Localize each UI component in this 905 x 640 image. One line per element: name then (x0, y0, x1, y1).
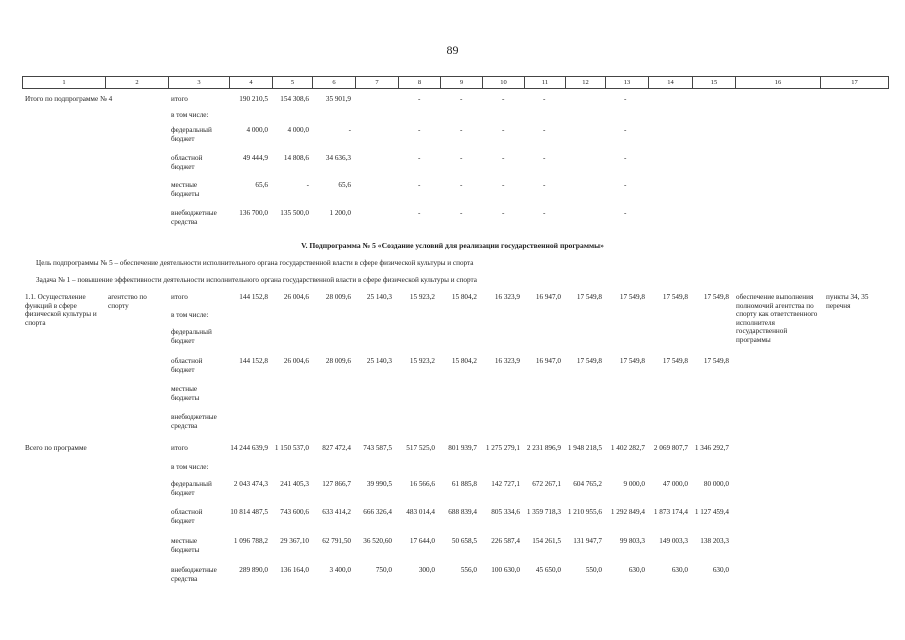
total-value: 801 939,7 (448, 444, 477, 452)
total-row-label: местные бюджеты (171, 537, 200, 554)
sub5-value: 16 323,9 (494, 357, 520, 365)
total-value: 630,0 (628, 566, 645, 574)
total-value: 666 326,4 (363, 508, 392, 516)
sub5-executor: агентство по спорту (108, 293, 147, 310)
sub5-heading: V. Подпрограмма № 5 «Создание условий для реализации государственной программы» (301, 241, 604, 250)
sub4-value: 4 000,0 (246, 126, 268, 134)
sub4-dash: - (418, 95, 421, 103)
total-value: 1 346 292,7 (694, 444, 729, 452)
sub5-row-label: федеральный бюджет (171, 328, 212, 345)
total-value: 80 000,0 (703, 480, 729, 488)
column-number-11: 11 (524, 76, 565, 89)
sub5-value: 17 549,8 (662, 293, 688, 301)
total-value: 1 275 279,1 (485, 444, 520, 452)
sub5-value: 15 923,2 (409, 357, 435, 365)
total-value: 131 947,7 (573, 537, 602, 545)
sub5-value: 26 004,6 (283, 357, 309, 365)
total-value: 743 600,6 (280, 508, 309, 516)
total-row-label: областной бюджет (171, 508, 203, 525)
sub4-row-label: местные бюджеты (171, 181, 200, 198)
sub5-result: обеспечение выполнения полномочий агентства по спорту как ответственного исполнителя государственной программы (736, 293, 818, 344)
sub4-value: - (348, 126, 351, 134)
sub4-dash: - (460, 154, 463, 162)
sub4-row-label: федеральный бюджет (171, 126, 212, 143)
sub4-dash: - (624, 95, 627, 103)
column-number-2: 2 (105, 76, 168, 89)
total-value: 672 267,1 (532, 480, 561, 488)
total-value: 47 000,0 (662, 480, 688, 488)
sub5-task: Задача № 1 – повышение эффективности деятельности исполнительного органа государственной власти в сфере физической культуры и спорта (36, 276, 477, 284)
sub4-value: 1 200,0 (329, 209, 351, 217)
sub4-value: - (306, 181, 309, 189)
sub4-title: Итого по подпрограмме № 4 (25, 95, 113, 103)
sub4-dash: - (418, 154, 421, 162)
sub4-dash: - (502, 181, 505, 189)
total-title: Всего по программе (25, 444, 87, 452)
column-number-7: 7 (355, 76, 398, 89)
sub4-dash: - (502, 209, 505, 217)
sub4-dash: - (460, 181, 463, 189)
sub4-dash: - (543, 95, 546, 103)
column-number-15: 15 (692, 76, 735, 89)
total-value: 16 566,6 (409, 480, 435, 488)
sub5-value: 15 804,2 (451, 357, 477, 365)
total-value: 750,0 (375, 566, 392, 574)
sub4-row-label: итого (171, 95, 188, 103)
sub5-goal: Цель подпрограммы № 5 – обеспечение деятельности исполнительного органа государственной власти в сфере физической культуры и спорта (36, 259, 474, 267)
total-value: 149 003,3 (659, 537, 688, 545)
column-number-17: 17 (820, 76, 889, 89)
total-value: 827 472,4 (322, 444, 351, 452)
total-value: 10 814 487,5 (230, 508, 268, 516)
total-value: 1 127 459,4 (694, 508, 729, 516)
sub4-dash: - (460, 126, 463, 134)
sub4-value: 65,6 (255, 181, 268, 189)
sub4-value: 4 000,0 (287, 126, 309, 134)
total-value: 633 414,2 (322, 508, 351, 516)
sub5-ref: пункты 34, 35 перечня (826, 293, 869, 310)
sub4-dash: - (543, 209, 546, 217)
total-value: 61 885,8 (451, 480, 477, 488)
sub4-value: 65,6 (338, 181, 351, 189)
column-number-9: 9 (440, 76, 482, 89)
sub5-value: 144 152,8 (239, 357, 268, 365)
total-value: 300,0 (418, 566, 435, 574)
sub4-value: 154 308,6 (280, 95, 309, 103)
sub4-row-label: областной бюджет (171, 154, 203, 171)
total-row-label: внебюджетные средства (171, 566, 217, 583)
sub5-value: 17 549,8 (576, 293, 602, 301)
column-number-6: 6 (312, 76, 355, 89)
total-value: 550,0 (585, 566, 602, 574)
sub4-dash: - (460, 209, 463, 217)
total-value: 1 402 282,7 (610, 444, 645, 452)
sub5-value: 17 549,8 (619, 357, 645, 365)
column-number-14: 14 (648, 76, 692, 89)
sub5-value: 17 549,8 (662, 357, 688, 365)
column-number-5: 5 (272, 76, 312, 89)
total-row-label: в том числе: (171, 463, 209, 471)
total-value: 29 367,10 (280, 537, 309, 545)
total-value: 289 890,0 (239, 566, 268, 574)
sub4-dash: - (418, 181, 421, 189)
total-value: 483 014,4 (406, 508, 435, 516)
total-value: 138 203,3 (700, 537, 729, 545)
total-value: 1 948 218,5 (567, 444, 602, 452)
total-value: 1 873 174,4 (653, 508, 688, 516)
sub4-dash: - (502, 95, 505, 103)
sub4-value: 34 636,3 (325, 154, 351, 162)
sub5-value: 144 152,8 (239, 293, 268, 301)
total-value: 62 791,50 (322, 537, 351, 545)
sub5-value: 17 549,8 (703, 357, 729, 365)
sub5-value: 15 804,2 (451, 293, 477, 301)
total-value: 2 231 896,9 (526, 444, 561, 452)
total-value: 743 587,5 (363, 444, 392, 452)
sub4-dash: - (624, 126, 627, 134)
sub5-value: 17 549,8 (703, 293, 729, 301)
sub5-value: 25 140,3 (366, 357, 392, 365)
total-value: 226 587,4 (491, 537, 520, 545)
sub4-value: 49 444,9 (242, 154, 268, 162)
sub5-value: 26 004,6 (283, 293, 309, 301)
total-value: 100 630,0 (491, 566, 520, 574)
total-value: 1 150 537,0 (274, 444, 309, 452)
sub5-value: 17 549,8 (576, 357, 602, 365)
sub4-value: 35 901,9 (325, 95, 351, 103)
sub5-value: 16 947,0 (535, 293, 561, 301)
total-value: 1 359 718,3 (526, 508, 561, 516)
total-value: 127 866,7 (322, 480, 351, 488)
total-value: 9 000,0 (623, 480, 645, 488)
total-value: 39 990,5 (366, 480, 392, 488)
sub5-item-name: 1.1. Осуществление функций в сфере физической культуры и спорта (25, 293, 97, 327)
total-row-label: федеральный бюджет (171, 480, 212, 497)
column-number-13: 13 (605, 76, 648, 89)
sub4-value: 14 808,6 (283, 154, 309, 162)
total-value: 142 727,1 (491, 480, 520, 488)
total-value: 630,0 (712, 566, 729, 574)
sub5-value: 15 923,2 (409, 293, 435, 301)
total-value: 630,0 (671, 566, 688, 574)
sub4-dash: - (624, 181, 627, 189)
total-value: 1 096 788,2 (233, 537, 268, 545)
column-number-1: 1 (22, 76, 105, 89)
total-value: 3 400,0 (329, 566, 351, 574)
sub4-row-label: внебюджетные средства (171, 209, 217, 226)
sub5-row-label: областной бюджет (171, 357, 203, 374)
total-value: 604 765,2 (573, 480, 602, 488)
total-value: 2 043 474,3 (233, 480, 268, 488)
page-number: 89 (446, 43, 459, 57)
sub4-value: 135 500,0 (280, 209, 309, 217)
sub4-dash: - (418, 126, 421, 134)
sub5-value: 25 140,3 (366, 293, 392, 301)
total-value: 805 334,6 (491, 508, 520, 516)
total-value: 14 244 639,9 (230, 444, 268, 452)
sub4-dash: - (502, 154, 505, 162)
total-value: 1 292 849,4 (610, 508, 645, 516)
sub4-dash: - (543, 126, 546, 134)
sub5-value: 16 947,0 (535, 357, 561, 365)
sub5-value: 28 009,6 (325, 357, 351, 365)
sub5-row-label: итого (171, 293, 188, 301)
sub4-dash: - (418, 209, 421, 217)
total-value: 2 069 807,7 (653, 444, 688, 452)
column-number-8: 8 (398, 76, 440, 89)
sub5-value: 17 549,8 (619, 293, 645, 301)
sub5-value: 28 009,6 (325, 293, 351, 301)
sub5-value: 16 323,9 (494, 293, 520, 301)
sub4-dash: - (543, 154, 546, 162)
column-number-4: 4 (229, 76, 272, 89)
total-value: 17 644,0 (409, 537, 435, 545)
sub4-dash: - (543, 181, 546, 189)
total-value: 50 658,5 (451, 537, 477, 545)
column-number-3: 3 (168, 76, 229, 89)
total-value: 688 839,4 (448, 508, 477, 516)
sub4-value: 190 210,5 (239, 95, 268, 103)
sub4-dash: - (624, 154, 627, 162)
sub4-row-label: в том числе: (171, 111, 209, 119)
sub5-row-label: в том числе: (171, 311, 209, 319)
sub4-dash: - (460, 95, 463, 103)
column-number-12: 12 (565, 76, 605, 89)
total-value: 136 164,0 (280, 566, 309, 574)
sub4-dash: - (502, 126, 505, 134)
total-value: 241 405,3 (280, 480, 309, 488)
total-value: 99 803,3 (619, 537, 645, 545)
total-value: 1 210 955,6 (567, 508, 602, 516)
column-number-16: 16 (735, 76, 820, 89)
total-value: 517 525,0 (406, 444, 435, 452)
total-value: 556,0 (460, 566, 477, 574)
total-value: 154 261,5 (532, 537, 561, 545)
sub4-dash: - (624, 209, 627, 217)
total-row-label: итого (171, 444, 188, 452)
total-value: 45 650,0 (535, 566, 561, 574)
sub4-value: 136 700,0 (239, 209, 268, 217)
column-number-10: 10 (482, 76, 524, 89)
total-value: 36 520,60 (363, 537, 392, 545)
sub5-row-label: местные бюджеты (171, 385, 200, 402)
sub5-row-label: внебюджетные средства (171, 413, 217, 430)
